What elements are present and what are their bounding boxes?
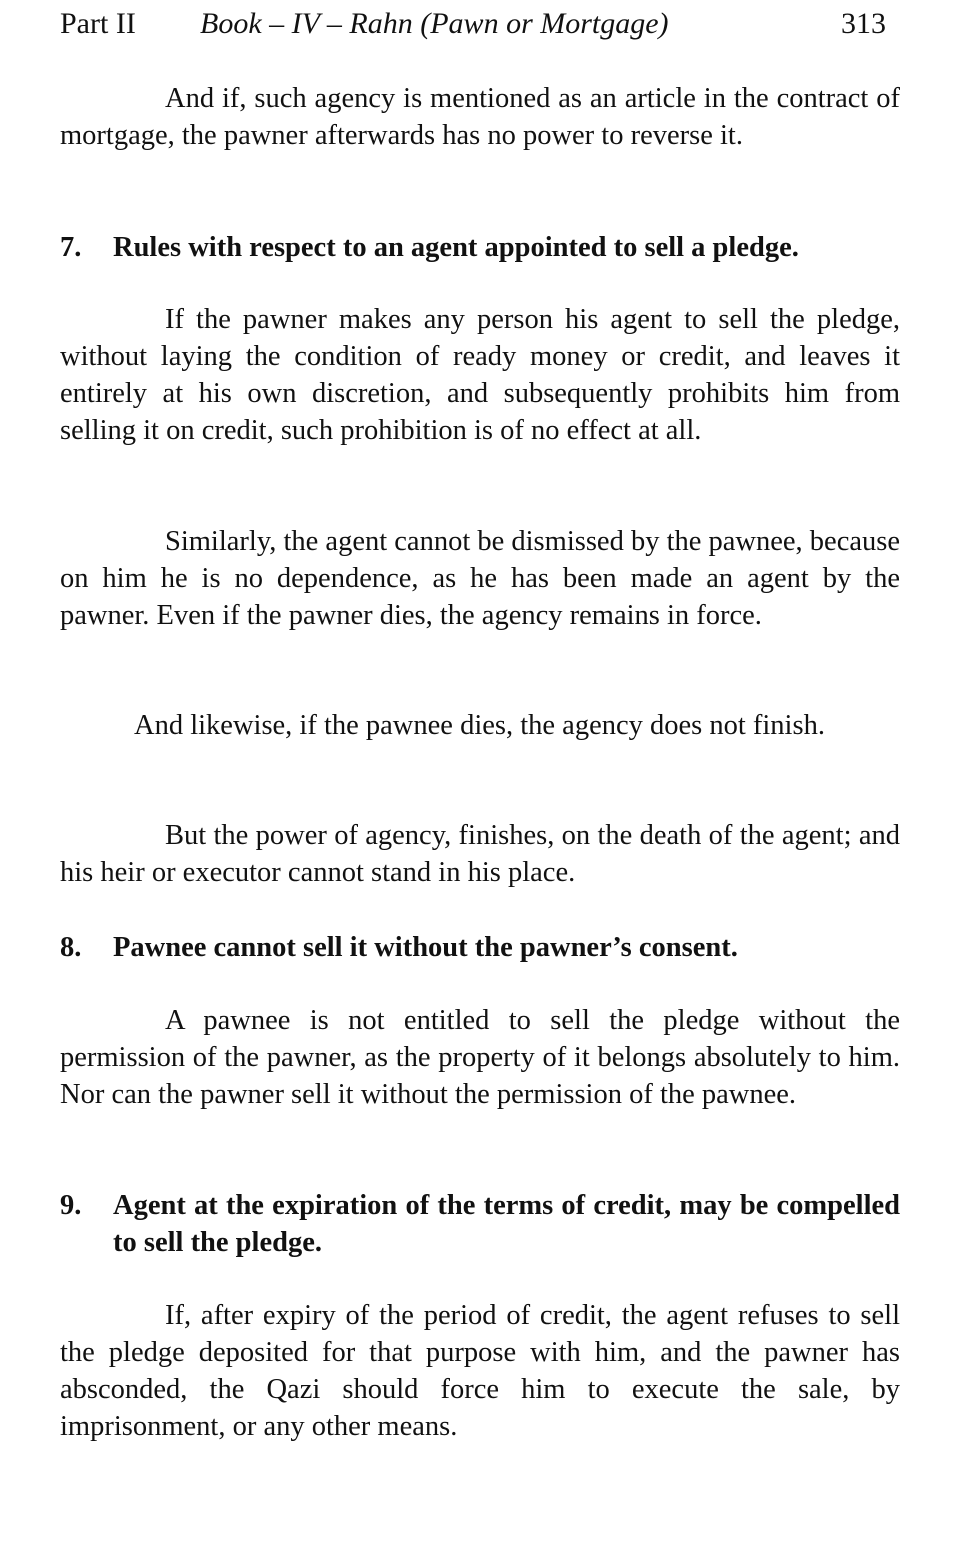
running-header: [60, 2, 900, 46]
paragraph-pawnee-dies: And likewise, if the pawnee dies, the agency does not finish.: [134, 710, 825, 741]
header-part: Part II: [60, 7, 136, 40]
section-number: 8.: [60, 932, 82, 963]
section-number: 7.: [60, 232, 82, 263]
paragraph-agent-dismissal: Similarly, the agent cannot be dismissed by the pawnee, because on him he is no dependence, as he has been made an agent by the pawner. Even if the pawner dies, the agency remains in force.: [60, 526, 900, 631]
paragraph-death-of-agent: But the power of agency, finishes, on the death of the agent; and his heir or executor cannot stand in his place.: [60, 820, 900, 888]
section-number: 9.: [60, 1190, 82, 1221]
paragraph-agent-discretion: If the pawner makes any person his agent to sell the pledge, without laying the condition of ready money or credit, and leaves it entirely at his own discretion, and subsequently prohibits him from selling it on credit, such prohibition is of no effect at all.: [60, 304, 900, 446]
section-title: Rules with respect to an agent appointed to sell a pledge.: [113, 232, 799, 263]
section-title: Pawnee cannot sell it without the pawner’s consent.: [113, 932, 738, 963]
section-heading-8: [60, 929, 900, 966]
header-book-title: Book – IV – Rahn (Pawn or Mortgage): [200, 7, 669, 40]
paragraph-qazi-force-sale: If, after expiry of the period of credit, the agent refuses to sell the pledge deposited for that purpose with him, and the pawner has absconded, the Qazi should force him to execute the sale, by imprisonment, or any other means.: [60, 1300, 900, 1442]
section-heading-7: [60, 229, 900, 266]
paragraph-pawnee-not-entitled: A pawnee is not entitled to sell the pledge without the permission of the pawner, as the property of it belongs absolutely to him. Nor can the pawner sell it without the permission of the pawnee.: [60, 1005, 900, 1110]
paragraph-agency-in-contract: And if, such agency is mentioned as an article in the contract of mortgage, the pawner afterwards has no power to reverse it.: [60, 83, 900, 151]
section-title: Agent at the expiration of the terms of credit, may be compelled to sell the pledge.: [113, 1190, 900, 1258]
section-heading-9: [60, 1187, 900, 1261]
page-number: 313: [841, 7, 886, 40]
